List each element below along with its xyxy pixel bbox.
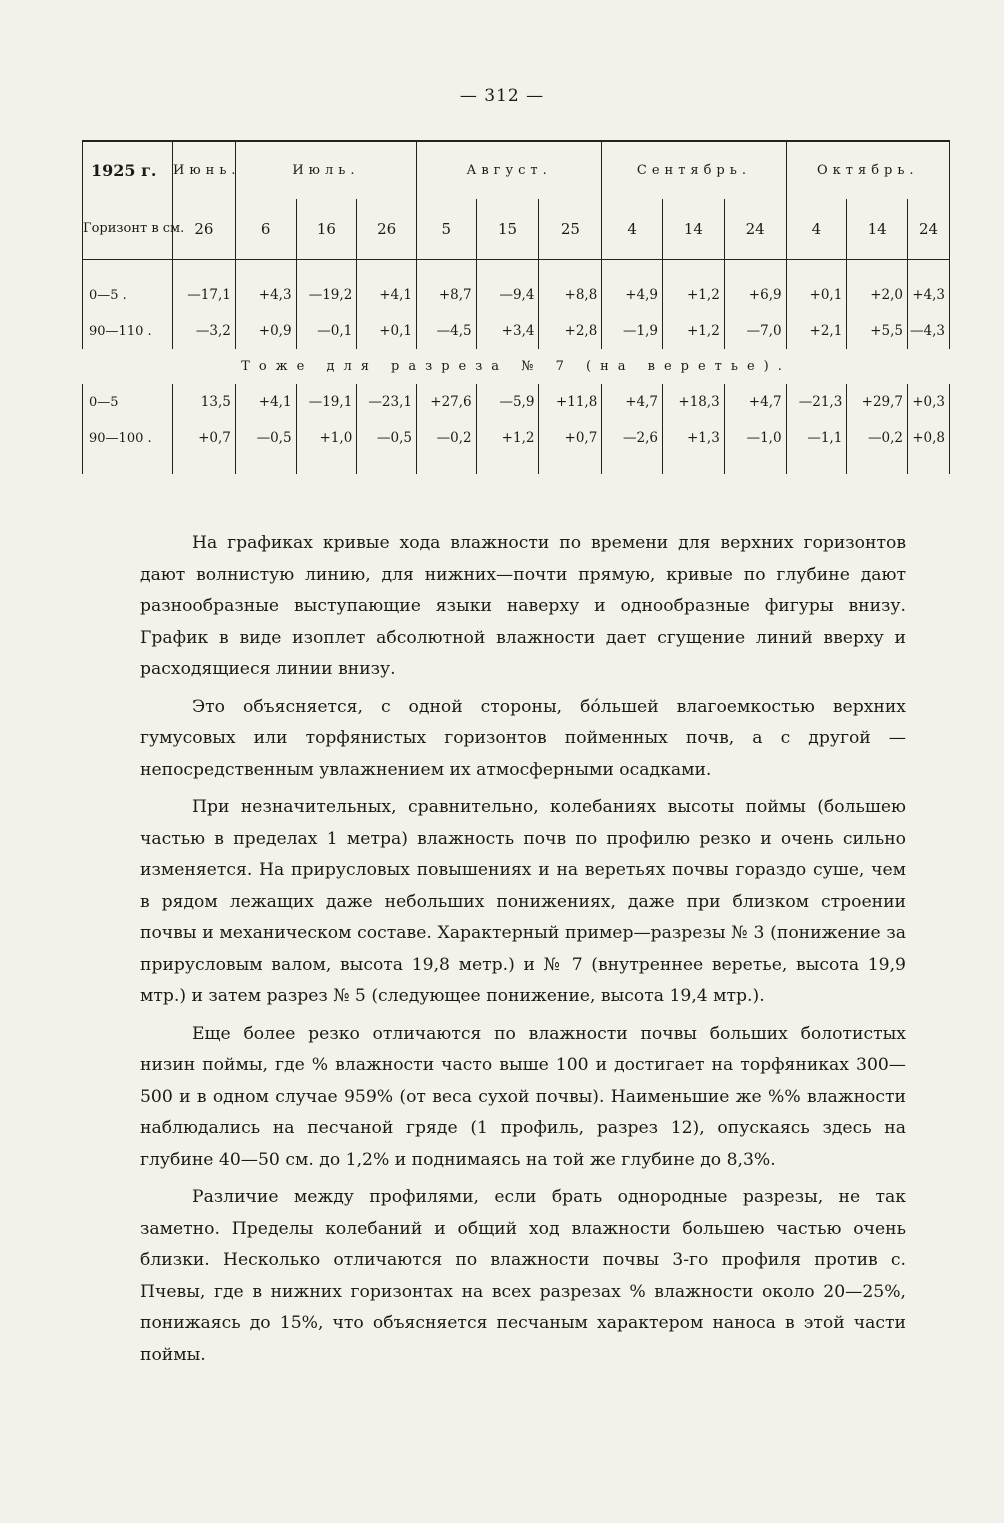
value-cell: —23,1 (357, 384, 417, 420)
horizon-cell: 0—5 . (83, 277, 173, 313)
month-july: Июль. (235, 141, 416, 199)
value-cell: —0,5 (357, 420, 417, 456)
value-cell: +8,8 (539, 277, 602, 313)
value-cell: +29,7 (847, 384, 908, 420)
value-cell: —19,2 (296, 277, 357, 313)
value-cell: +4,1 (235, 384, 296, 420)
day-cell: 24 (724, 199, 786, 259)
value-cell: +1,2 (663, 313, 725, 349)
value-cell: +1,3 (663, 420, 725, 456)
paragraph: Различие между профилями, если брать однородные разрезы, не так заметно. Пределы колебаний и общий ход влажности большею частью очень близки. Несколько отличаются по влажности почвы 3-го профиля против с. Пчевы, где в нижних горизонтах на всех разрезах % влажности около 20—25%, понижаясь до 15%, что объясняется песчаным характером наноса в этой части поймы. (140, 1187, 906, 1365)
moisture-change-table (82, 140, 950, 474)
value-cell: +1,0 (296, 420, 357, 456)
value-cell: +5,5 (847, 313, 908, 349)
day-cell: 16 (296, 199, 357, 259)
value-cell: —1,0 (724, 420, 786, 456)
value-cell: —17,1 (173, 277, 236, 313)
month-june: Июнь. (173, 141, 236, 199)
paragraph: При незначительных, сравнительно, колебаниях высоты поймы (большею частью в пределах 1 метра) влажность почв по профилю резко и очень сильно изменяется. На прирусловых повышениях и на веретьях почвы гораздо суше, чем в рядом лежащих даже небольших понижениях, даже при близком строении почвы и механическом составе. Характерный пример—разрезы № 3 (понижение за прирусловым валом, высота 19,8 метр.) и № 7 (внутреннее веретье, высота 19,9 мтр.) и затем разрез № 5 (следующее понижение, высота 19,4 мтр.). (140, 797, 906, 1006)
horizon-header: Горизонт в см. (83, 199, 173, 259)
paragraph: Еще более резко отличаются по влажности почвы больших болотистых низин поймы, где % влажности часто выше 100 и достигает на торфяниках 300—500 и в одном случае 959% (от веса сухой почвы). Наименьшие же %% влажности наблюдались на песчаной гряде (1 профиль, разрез 12), опускаясь здесь на глубине 40—50 см. до 1,2% и поднимаясь на той же глубине до 8,3%. (140, 1023, 906, 1170)
month-september: Сентябрь. (602, 141, 786, 199)
value-cell: +4,9 (602, 277, 663, 313)
table-row (83, 384, 950, 420)
value-cell: +0,7 (173, 420, 236, 456)
table-row (83, 313, 950, 349)
value-cell: +11,8 (539, 384, 602, 420)
value-cell: +4,1 (357, 277, 417, 313)
value-cell: +18,3 (663, 384, 725, 420)
value-cell: +3,4 (476, 313, 539, 349)
day-cell: 4 (602, 199, 663, 259)
value-cell: +0,8 (908, 420, 950, 456)
value-cell: —21,3 (786, 384, 847, 420)
day-cell: 14 (663, 199, 725, 259)
value-cell: +6,9 (724, 277, 786, 313)
value-cell: —0,2 (416, 420, 476, 456)
value-cell: +0,1 (357, 313, 417, 349)
page-number: — 312 — (459, 86, 545, 106)
day-cell: 25 (539, 199, 602, 259)
value-cell: +0,3 (908, 384, 950, 420)
day-cell: 26 (357, 199, 417, 259)
day-cell: 4 (786, 199, 847, 259)
day-header-row (83, 199, 950, 259)
value-cell: —9,4 (476, 277, 539, 313)
day-cell: 15 (476, 199, 539, 259)
paragraph: Это объясняется, с одной стороны, бо́льшей влагоемкостью верхних гумусовых или торфянистых горизонтов пойменных почв, а с другой — непосредственным увлажнением их атмосферными осадками. (140, 696, 906, 780)
value-cell: —1,1 (786, 420, 847, 456)
horizon-cell: 0—5 (83, 384, 173, 420)
value-cell: —5,9 (476, 384, 539, 420)
day-cell: 5 (416, 199, 476, 259)
year-cell: 1925 г. (83, 141, 173, 199)
month-header-row (83, 141, 950, 199)
value-cell: +1,2 (663, 277, 725, 313)
value-cell: —1,9 (602, 313, 663, 349)
value-cell: —2,6 (602, 420, 663, 456)
value-cell: +8,7 (416, 277, 476, 313)
month-october: Октябрь. (786, 141, 949, 199)
body-text (140, 528, 906, 1371)
table-row (83, 277, 950, 313)
value-cell: —0,5 (235, 420, 296, 456)
value-cell: —3,2 (173, 313, 236, 349)
value-cell: +0,7 (539, 420, 602, 456)
value-cell: +4,7 (602, 384, 663, 420)
value-cell: 13,5 (173, 384, 236, 420)
table-caption-row (83, 349, 950, 384)
value-cell: +4,7 (724, 384, 786, 420)
value-cell: +2,8 (539, 313, 602, 349)
value-cell: —4,5 (416, 313, 476, 349)
horizon-cell: 90—100 . (83, 420, 173, 456)
value-cell: —19,1 (296, 384, 357, 420)
paragraph: На графиках кривые хода влажности по времени для верхних горизонтов дают волнистую линию, для нижних—почти прямую, кривые по глубине дают разнообразные выступающие языки наверху и однообразные фигуры внизу. График в виде изоплет абсолютной влажности дает сгущение линий вверху и расходящиеся линии внизу. (140, 533, 906, 679)
value-cell: +4,3 (235, 277, 296, 313)
day-cell: 14 (847, 199, 908, 259)
value-cell: —0,1 (296, 313, 357, 349)
horizon-cell: 90—110 . (83, 313, 173, 349)
value-cell: +2,1 (786, 313, 847, 349)
table-caption: Тоже для разреза № 7 (на веретье). (241, 359, 791, 374)
value-cell: +0,9 (235, 313, 296, 349)
value-cell: —0,2 (847, 420, 908, 456)
month-august: Август. (416, 141, 601, 199)
table-row (83, 420, 950, 456)
value-cell: +4,3 (908, 277, 950, 313)
value-cell: +27,6 (416, 384, 476, 420)
value-cell: +2,0 (847, 277, 908, 313)
day-cell: 6 (235, 199, 296, 259)
value-cell: +1,2 (476, 420, 539, 456)
value-cell: +0,1 (786, 277, 847, 313)
value-cell: —7,0 (724, 313, 786, 349)
day-cell: 24 (908, 199, 950, 259)
day-cell: 26 (173, 199, 236, 259)
value-cell: —4,3 (908, 313, 950, 349)
